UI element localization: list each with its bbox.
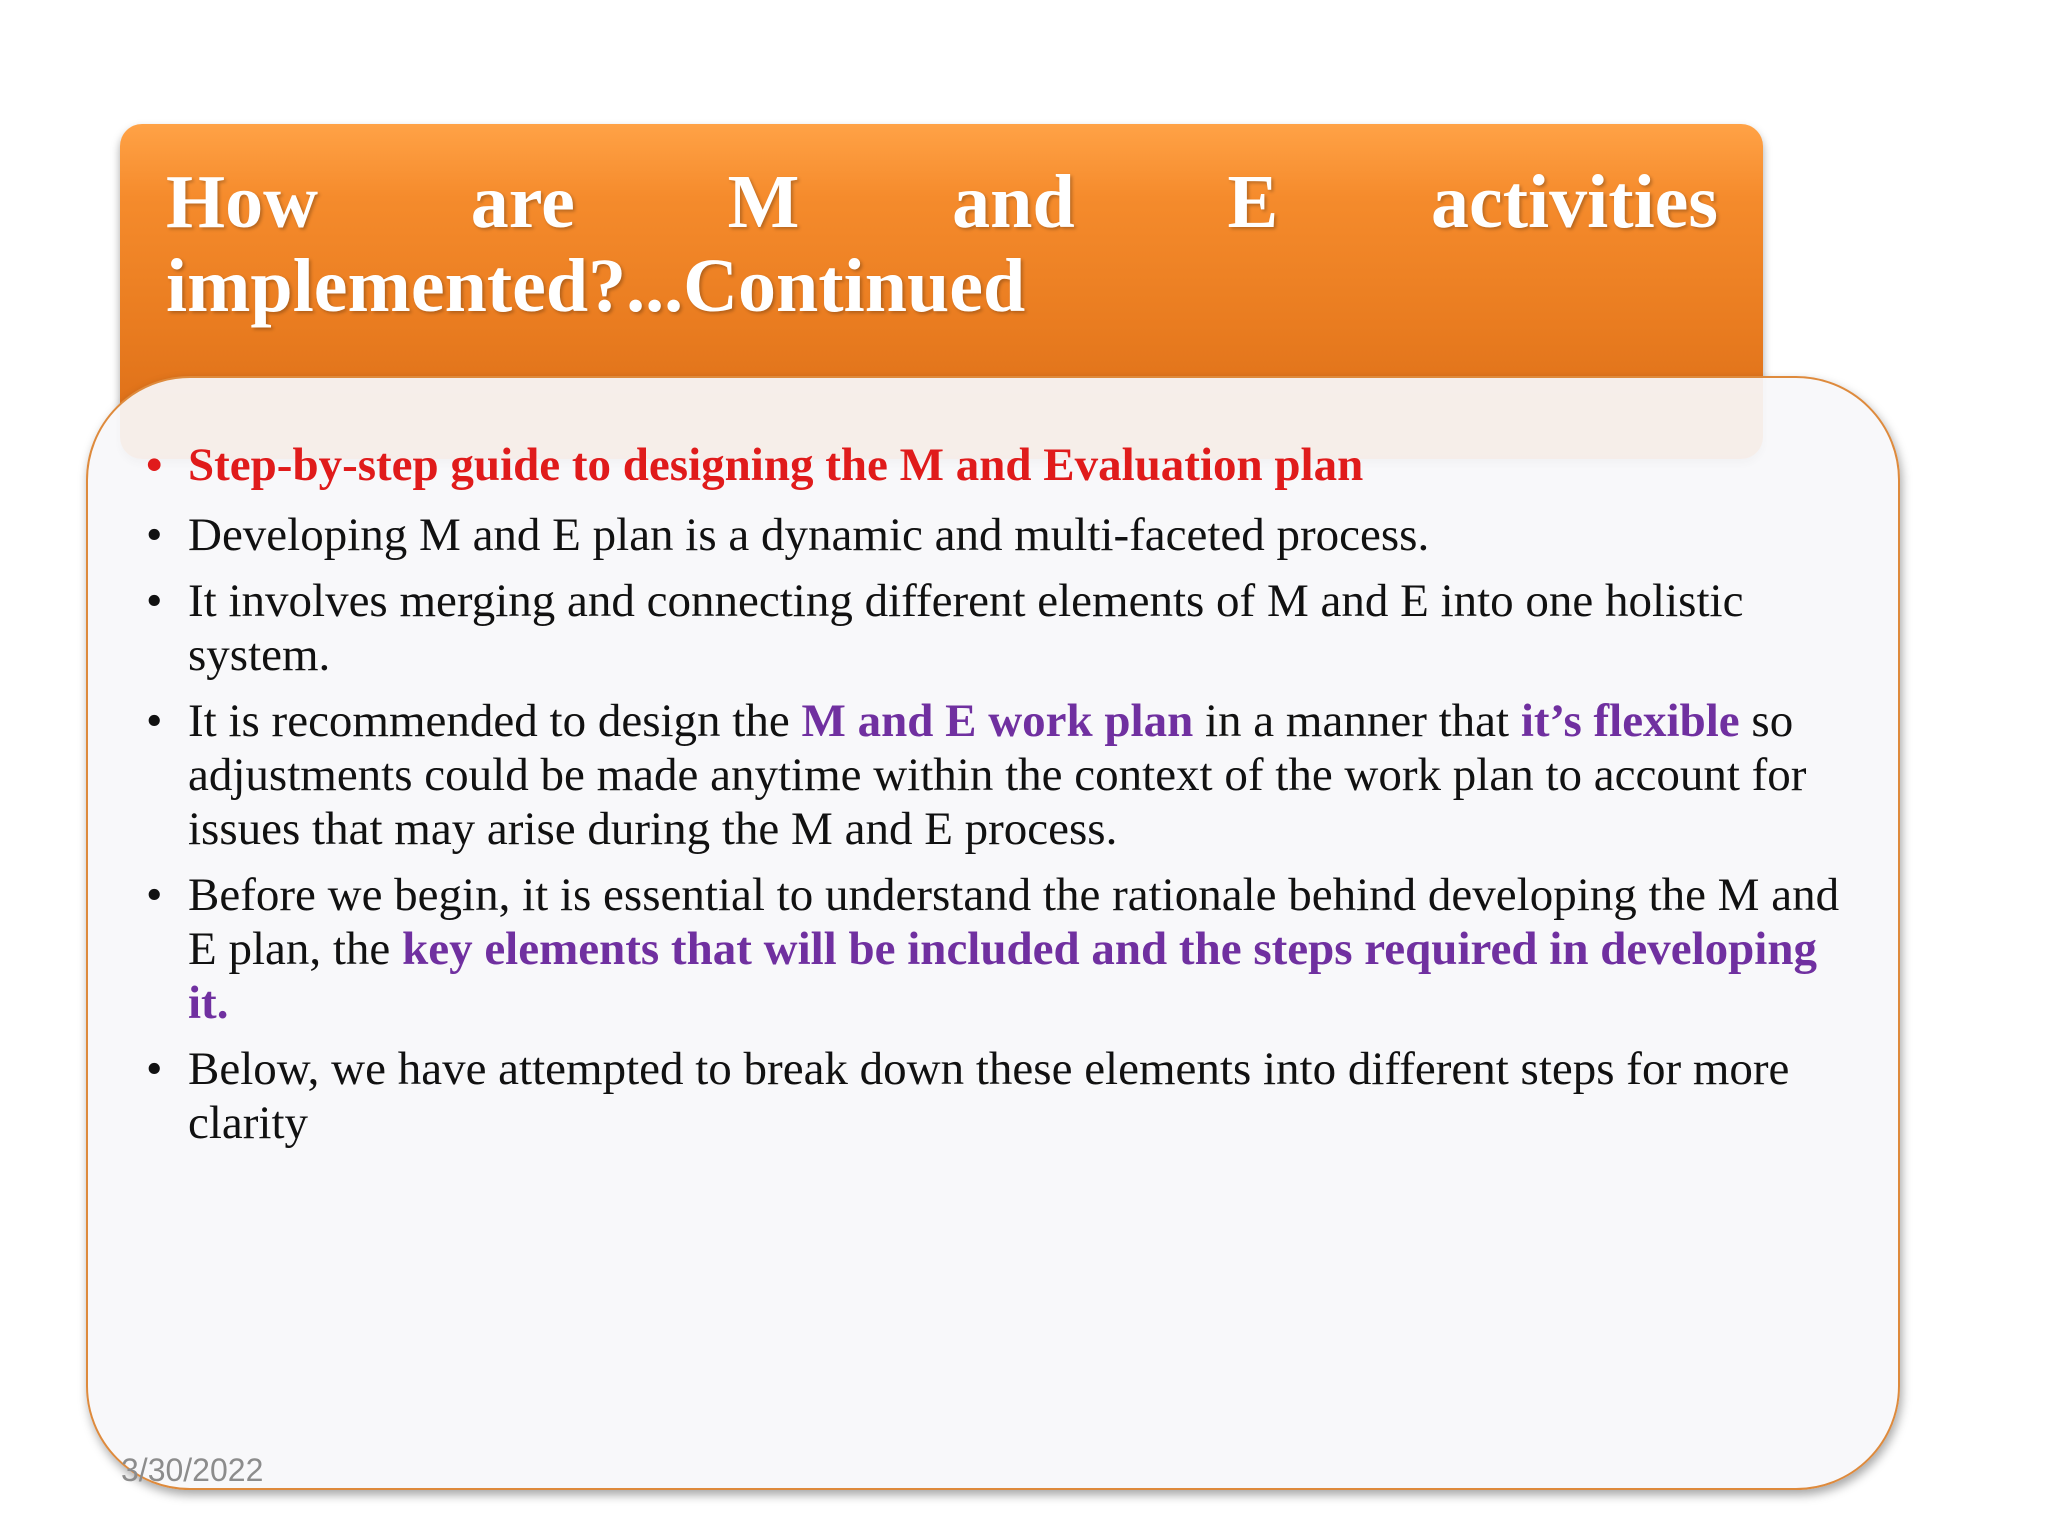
slide-title: How are M and E activities implemented?...Continued <box>166 160 1718 328</box>
bullet-marker: • <box>146 1043 163 1095</box>
bullet-text: Step-by-step guide to designing the M and Evaluation plan <box>188 439 1364 491</box>
bullet-text: Below, we have attempted to break down these elements into different steps for more clarity <box>188 1043 1790 1149</box>
bullet-item <box>140 868 1840 1030</box>
bullet-item-guide-heading <box>140 438 1840 492</box>
bullet-item <box>140 574 1840 682</box>
bullet-item <box>140 694 1840 856</box>
bullet-text: Before we begin, it is essential to understand the rationale behind developing the M and E plan, the <box>188 869 1840 975</box>
bullet-marker: • <box>146 439 163 491</box>
bullet-text: It is recommended to design the <box>188 695 802 747</box>
bullet-text: It involves merging and connecting different elements of M and E into one holistic system. <box>188 575 1744 681</box>
bullet-marker: • <box>146 509 163 561</box>
bullet-text: in a manner that <box>1193 695 1521 747</box>
slide-date: 3/30/2022 <box>121 1452 264 1488</box>
highlight-flexible: it’s flexible <box>1520 695 1740 747</box>
bullet-text: so adjustments could be made anytime within the context of the work plan to account for issues that may arise during the M and E process. <box>188 695 1807 855</box>
bullet-list <box>140 438 1840 1162</box>
bullet-marker: • <box>146 869 163 921</box>
bullet-marker: • <box>146 695 163 747</box>
bullet-marker: • <box>146 575 163 627</box>
highlight-key-elements: key elements that will be included and the steps required in developing it. <box>188 923 1817 1029</box>
bullet-item <box>140 1042 1840 1150</box>
bullet-text: Developing M and E plan is a dynamic and multi-faceted process. <box>188 509 1430 561</box>
highlight-work-plan: M and E work plan <box>801 695 1194 747</box>
bullet-item <box>140 508 1840 562</box>
